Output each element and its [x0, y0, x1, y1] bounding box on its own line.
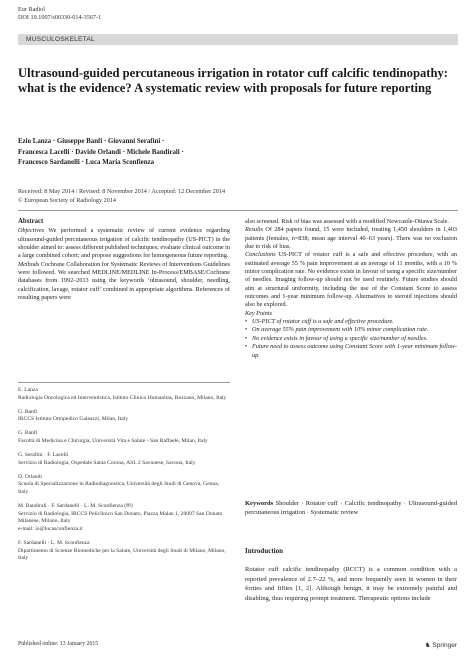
- publisher-name: Springer: [432, 642, 457, 649]
- copyright: © European Society of Radiology 2014: [18, 196, 117, 204]
- keywords-text: Shoulder · Rotator cuff · Calcific tendinopathy · Ultrasound-guided percutaneous irrigation · Systematic review: [245, 500, 458, 516]
- affiliation-address: IRCCS Istituto Ortopedico Galeazzi, Milan, Italy: [18, 416, 129, 423]
- affiliation-address: Dipartimento di Scienze Biomediche per la Salute, Università degli Studi di Milano, Milano, Italy: [18, 547, 226, 562]
- key-point: • US-PICT of rotator cuff is a safe and effective procedure.: [245, 318, 457, 326]
- conclusions-text: US-PICT of rotator cuff is a safe and effective procedure, with an estimated average 55 % pain improvement at an average of 11 months, with a 10 % minor complication rate. No evidence exists in favour of using a specific size/number of needles. Imaging follow-up should not be used routinely. Future studies should aim at structural uniformity, including the use of the Constant Score to assess outcomes and 1-year minimum follow-up. Alternatives to steroid injections should also be explored.: [245, 251, 458, 309]
- published-date: Published online: 13 January 2015: [18, 641, 99, 647]
- doi: DOI 10.1007/s00330-014-3567-1: [18, 14, 102, 21]
- affiliation-authors: E. Lanza: [18, 387, 38, 393]
- affiliation-authors: M. Bandirali · F. Sardanelli · L. M. Sconfienza (✉): [18, 503, 133, 510]
- publisher-logo: [425, 641, 457, 649]
- affiliation-address: Radiologia Oncologica ed Interventistica, Istituto Clinico Humanitas, Rozzano, Milano, Italy: [18, 394, 227, 401]
- keywords: [245, 500, 457, 517]
- affiliation-authors: F. Sardanelli · L. M. Sconfienza: [18, 539, 90, 546]
- conclusions-label: Conclusions: [245, 251, 276, 259]
- author-line: Francesco Sardanelli · Luca Maria Sconfienza: [18, 159, 155, 166]
- author-line: Ezio Lanza · Giuseppe Banfi · Giovanni Serafini ·: [18, 138, 165, 145]
- abstract-methods: [18, 261, 230, 303]
- section-bar: [18, 34, 458, 45]
- section-label: MUSCULOSKELETAL: [26, 35, 95, 43]
- affiliation-address: Facoltà di Medicina e Chirurgia, Università Vita e Salute - San Raffaele, Milan, Italy: [18, 437, 208, 444]
- abstract-continued: [245, 218, 457, 360]
- affiliation-authors: G. Serafini · F. Lacelli: [18, 452, 69, 459]
- methods-continued: also screened. Risk of bias was assessed with a modified Newcastle-Ottawa Scale.: [245, 218, 449, 225]
- abstract-heading: Abstract: [18, 218, 44, 225]
- affiliation-email: e-mail: io@lucasconfienza.it: [18, 525, 83, 532]
- methods-label: Methods: [18, 260, 40, 268]
- affiliation-block: [18, 409, 230, 424]
- abstract: [18, 218, 230, 302]
- keywords-label: Keywords: [245, 500, 274, 507]
- affiliation-address: Scuola di Specializzazione in Radiodiagnostica, Università degli Studi di Genova, Genoa, Italy: [18, 481, 220, 495]
- abstract-conclusions: [245, 251, 457, 309]
- header-rule: [18, 210, 458, 211]
- article-dates: [18, 188, 458, 205]
- introduction-text: Rotator cuff calcific tendinopathy (RCCT) is a common condition with a reported prevalence of 2.7–22 %, and more frequently seen in women in their forties and fifties [1, 2]. Although benign, it may be extremely painful and disabling, thus requiring prompt treatment. Therapeutic options include: [245, 566, 457, 602]
- affiliations: [18, 387, 230, 569]
- affiliation-address: Servizio di Radiologia, IRCCS Policlinico San Donato, Piazza Malan 1, 20097 San Donato Milanese, Milano, Italy: [18, 510, 223, 525]
- results-label: Results: [245, 226, 263, 234]
- author-list: [18, 137, 458, 169]
- results-text: Of 284 papers found, 15 were included, treating 1,450 shoulders in 1,403 patients (females, n=838; mean age interval 40–63 years). There was no exclusion due to risk of bias.: [245, 226, 458, 251]
- article-title: Ultrasound-guided percutaneous irrigation in rotator cuff calcific tendinopathy: what is the evidence? A systematic review with proposals for future reporting: [18, 66, 448, 95]
- affiliation-address: Servizio di Radiologia, Ospedale Santa Corona, ASL 2 Savonese, Savona, Italy: [18, 459, 196, 466]
- affiliation-block: [18, 452, 230, 467]
- affiliation-block: [18, 430, 230, 445]
- objectives-text: We performed a systematic review of current evidence regarding ultrasound-guided percutaneous irrigation of calcific tendinopathy (US-PICT) in the shoulder aimed to: assess different published techniques; evaluate clinical outcome in a large combined cohort; and propose suggestions for homogeneous future reporting.: [18, 227, 230, 260]
- key-points-label: Key Points: [245, 309, 272, 317]
- key-points-list: [245, 318, 457, 360]
- introduction-heading: Introduction: [245, 547, 283, 555]
- key-point: • No evidence exists in favour of using a specific size/number of needles.: [245, 335, 457, 343]
- affiliation-authors: G. Banfi: [18, 430, 38, 437]
- affiliation-block: [18, 503, 230, 533]
- journal-name: Eur Radiol: [18, 6, 45, 13]
- springer-horse-icon: ♞: [424, 642, 431, 649]
- affiliation-authors: G. Banfi: [18, 408, 38, 415]
- affiliation-block: [18, 474, 230, 497]
- author-line: Francesca Lacelli · Davide Orlandi · Michele Bandirali ·: [18, 148, 184, 156]
- affiliation-block: [18, 540, 230, 563]
- objectives-label: Objectives: [18, 227, 45, 235]
- key-point: • On average 55% pain improvement with 10% minor complication rate.: [245, 326, 457, 334]
- abstract-results: [245, 226, 457, 251]
- abstract-objectives: [18, 227, 230, 260]
- key-point: • Future need to assess outcome using Constant Score with 1-year minimum follow-up.: [245, 343, 457, 360]
- affiliation-authors: D. Orlandi: [18, 473, 42, 480]
- affiliation-block: [18, 387, 230, 402]
- affiliation-rule: [18, 382, 230, 383]
- received-dates: Received: 8 May 2014 / Revised: 8 November 2014 / Accepted: 12 December 2014: [18, 188, 226, 195]
- methods-text: Cochrane Collaboration for Systematic Reviews of Interventions Guidelines were followed. We searched MEDLINE/MEDLINE In-Process/EMBASE/Cochrane databases from 1992–2013 using the keywords ‘ultrasound, shoulder, needling, calcification, lavage, rotator cuff’ combined in appropriate algorithms. References of resulting papers were: [18, 260, 230, 302]
